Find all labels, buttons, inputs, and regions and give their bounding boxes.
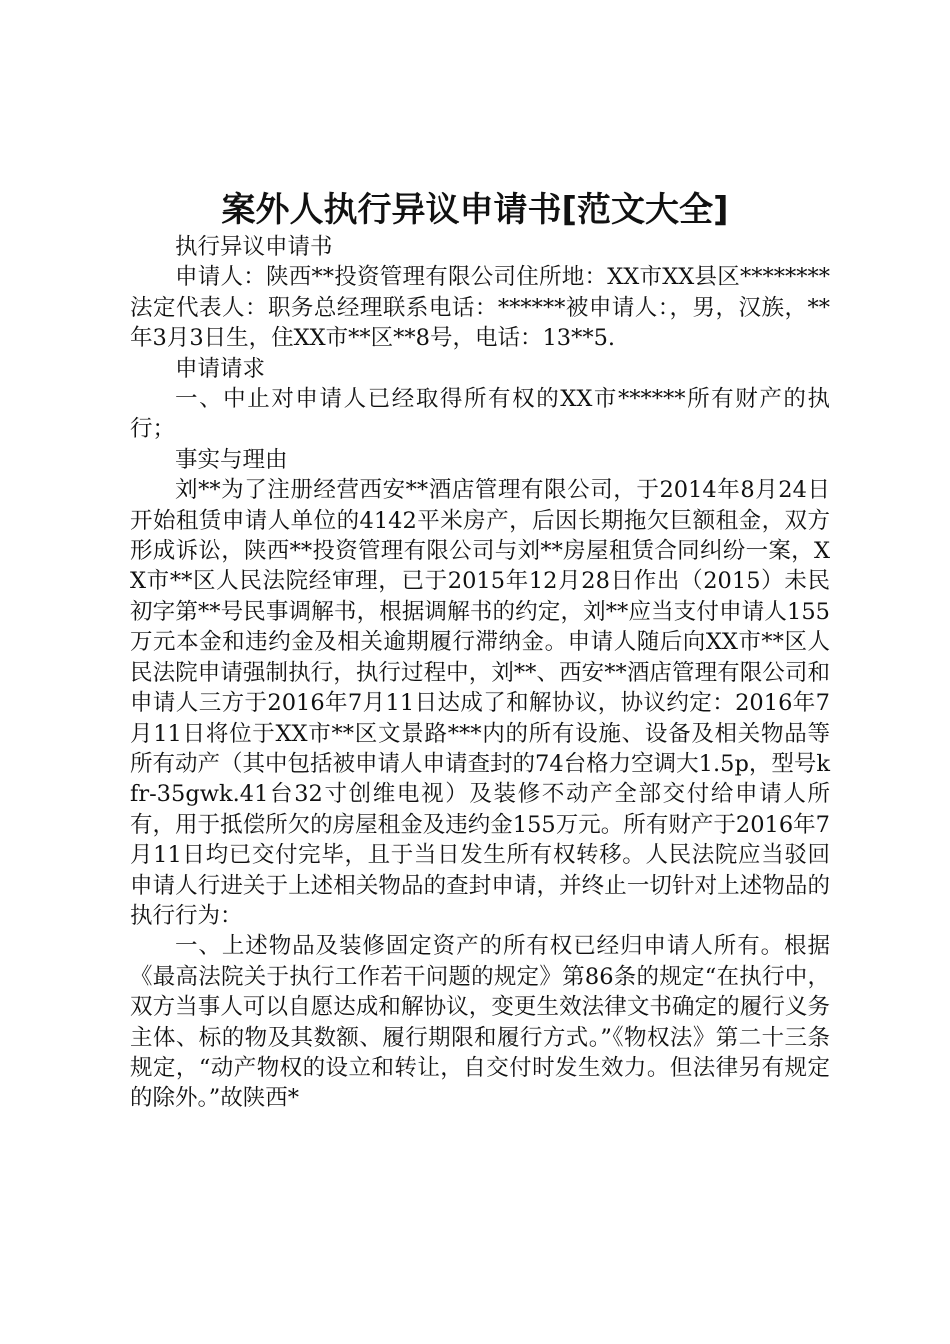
paragraph-reason-one: 一、上述物品及装修固定资产的所有权已经归申请人所有。根据《最高法院关于执行工作若干问题的规定》第86条的规定“在执行中，双方当事人可以自愿达成和解协议，变更生效法律文书确定的履行义务主体、标的物及其数额、履行期限和履行方式。”《物权法》第二十三条规定，“动产物权的设立和转让，自交付时发生效力。但法律另有规定的除外。”故陕西* <box>130 933 830 1112</box>
paragraph-request-heading: 申请请求 <box>175 355 266 382</box>
paragraph-request-item: 一、中止对申请人已经取得所有权的XX市******所有财产的执行； <box>130 386 830 443</box>
document-body <box>130 232 830 1114</box>
document-title: 案外人执行异议申请书[范文大全] <box>221 190 729 230</box>
paragraph-facts-heading: 事实与理由 <box>175 446 288 473</box>
paragraph-heading: 执行异议申请书 <box>175 234 333 260</box>
paragraph-parties: 申请人：陕西**投资管理有限公司住所地：XX市XX县区********法定代表人：职务总经理联系电话：******被申请人：，男，汉族，**年3月3日生，住XX市**区**8号，电话：13**5. <box>130 264 830 352</box>
paragraph-facts: 刘**为了注册经营西安**酒店管理有限公司，于2014年8月24日开始租赁申请人单位的4142平米房产，后因长期拖欠巨额租金，双方形成诉讼，陕西**投资管理有限公司与刘**房屋租赁合同纠纷一案，XX市**区人民法院经审理，已于2015年12月28日作出（2015）未民初字第**号民事调解书，根据调解书的约定，刘**应当支付申请人155万元本金和违约金及相关逾期履行滞纳金。申请人随后向XX市**区人民法院申请强制执行，执行过程中，刘**、西安**酒店管理有限公司和申请人三方于2016年7月11日达成了和解协议，协议约定：2016年7月11日将位于XX市**区文景路***内的所有设施、设备及相关物品等所有动产（其中包括被申请人申请查封的74台格力空调大1.5p，型号kfr-35gwk.41台32寸创维电视）及装修不动产全部交付给申请人所有，用于抵偿所欠的房屋租金及违约金155万元。所有财产于2016年7月11日均已交付完毕，且于当日发生所有权转移。人民法院应当驳回申请人行进关于上述相关物品的查封申请，并终止一切针对上述物品的执行行为： <box>130 477 830 929</box>
